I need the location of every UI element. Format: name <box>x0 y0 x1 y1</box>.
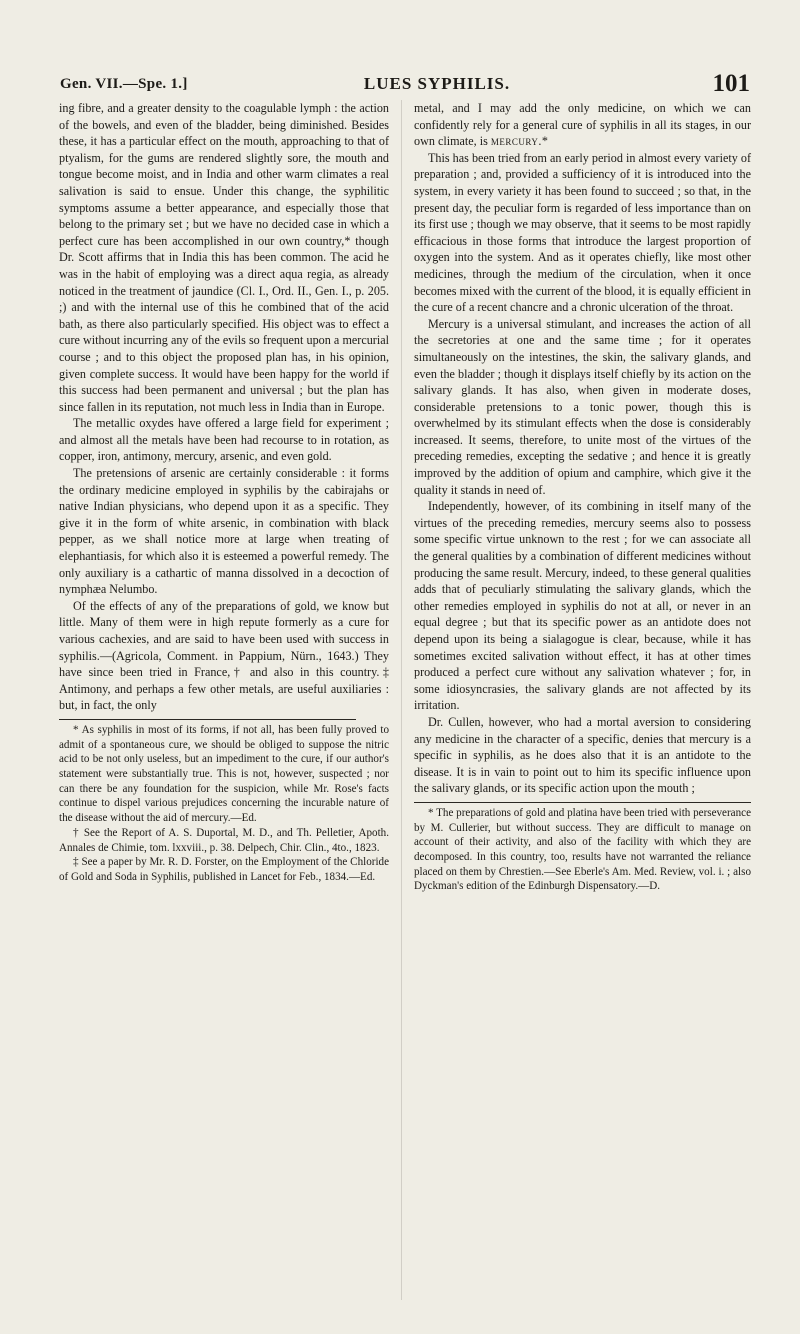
footnote: † See the Report of A. S. Duportal, M. D., and Th. Pelletier, Apoth. Annales de Chimie, tom. lxxviii., p. 38. Delpech, Chir. Clin., 4to., 1823. <box>59 826 389 854</box>
left-column <box>59 100 389 885</box>
body-paragraph: Of the effects of any of the preparations of gold, we know but little. Many of them were in high repute formerly as a cure for various cachexies, and are said to have been used with success in syphilis.—(Agricola, Comment. in Pappium, Nürn., 1643.) They have since been tried in France,† and also in this country.‡ Antimony, and perhaps a few other metals, are useful auxiliaries : but, in fact, the only <box>59 598 389 713</box>
body-paragraph: The metallic oxydes have offered a large field for experiment ; and almost all the metals have been had recourse to in rotation, as copper, iron, antimony, mercury, arsenic, and even gold. <box>59 416 389 464</box>
mercury-smallcaps: mercury.* <box>490 134 549 149</box>
intro-text: metal, and I may add the only medicine, on which we can confidently rely for a general cure of syphilis in all its stages, in our own climate, is <box>414 101 751 149</box>
body-paragraph: Mercury is a universal stimulant, and increases the action of all the secretories at one and the same time ; for it operates simultaneously on the intestines, the skin, the salivary glands, and even the bladder ; though it displays itself chiefly by its action on the salivary glands. It has also, when given in moderate doses, considerable pretensions to a tonic power, though this is overwhelmed by its stimulant effects when the dose is considerably increased. It seems, therefore, to unite most of the virtues of the preceding remedies, excepting the sedative ; and hence it is greatly improved by the addition of opium and camphire, which give it the quality it stands in need of. <box>414 316 751 497</box>
footnote: ‡ See a paper by Mr. R. D. Forster, on the Employment of the Chloride of Gold and Soda in Syphilis, published in Lancet for Feb., 1834.—Ed. <box>59 856 389 883</box>
footnote: * The preparations of gold and platina have been tried with perseverance by M. Cullerier, but without success. They are difficult to manage on account of their activity, and also of the facility with which they are decomposed. In this country, too, results have not warranted the reliance placed on them by Chrestien.—See Eberle's Am. Med. Review, vol. i. ; also Dyckman's edition of the Edinburgh Dispensatory.—D. <box>414 806 751 893</box>
right-column <box>414 100 751 894</box>
page-number: 101 <box>712 70 750 97</box>
column-divider <box>401 100 402 1300</box>
body-paragraph-intro <box>414 100 751 150</box>
body-paragraph: Dr. Cullen, however, who had a mortal aversion to considering any medicine in the character of a specific, denies that mercury is a specific in syphilis, as he does also that it is an antidote to the disease. It is in vain to point out to him its specific influence upon the salivary glands, or its specific action upon the mouth ; <box>414 714 751 796</box>
page-title: LUES SYPHILIS. <box>363 74 511 93</box>
body-paragraph: Independently, however, of its combining in itself many of the virtues of the preceding remedies, mercury seems also to possess some specific virtue unknown to the rest ; for we can associate all the general qualities by a combination of different medicines without producing the same result. Mercury, indeed, to these general qualities adds that of peculiarly stimulating the salivary glands, which the other remedies employed in syphilis do not at all, or never in an equal degree ; but that its specific power as an antidote does not depend upon its being a sialagogue is clear, because, while it has sometimes excited salivation without effect, it has at other times produced a perfect cure without any salivation whatever ; for, in some idiosyncrasies, the salivary glands are not affected by its irritation. <box>414 499 752 713</box>
footnote-rule <box>59 719 356 720</box>
footnote-rule <box>414 802 751 803</box>
footnote: * As syphilis in most of its forms, if not all, has been fully proved to admit of a spontaneous cure, we should be obliged to suppose the nitric acid to be not only useless, but an impediment to the cure, if our author's statement were substantially true. This is not, however, suspected ; nor can there be any foundation for the suspicion, while Mr. Rose's facts continue to dispel various prejudices concerning the incurable nature of the disease without the aid of mercury.—Ed. <box>59 723 389 825</box>
body-paragraph: The pretensions of arsenic are certainly considerable : it forms the ordinary medicine employed in syphilis by the cabirajahs or native Indian physicians, who depend upon it as a specific. They give it in the form of white arsenic, in combination with black pepper, as we shall notice more at large when treating of elephantiasis, for which also it is esteemed a powerful remedy. The only auxiliary is a cathartic of manna dissolved in a decoction of nymphæa Nelumbo. <box>59 466 389 597</box>
header-section-ref: Gen. VII.—Spe. 1.] <box>60 76 188 92</box>
body-paragraph: This has been tried from an early period in almost every variety of preparation ; and, provided a sufficiency of it is introduced into the system, in every variety it has been found to succeed ; so that, in the present day, the peculiar form is regarded of less importance than on its first use ; though we may observe, that it seems to be most rapidly efficacious in those forms that introduce the largest proportion of oxygen into the system. And as it operates chiefly, like most other medicines, through the medium of the circulation, when it once becomes mixed with the current of the blood, it is equally efficient in the cure of a recent chancre and a chronic ulceration of the throat. <box>414 150 751 315</box>
body-paragraph: ing fibre, and a greater density to the coagulable lymph : the action of the bowels, and even of the bladder, being diminished. Besides these, it has a particular effect on the mouth, approaching to that of ptyalism, for the gums are rendered slightly sore, the mouth and tongue become moist, and in India and other warm climates a real salivation is said to ensue. Under this change, the syphilitic symptoms assume a better appearance, and especially those that belong to the primary set ; but we have no decided case in which a perfect cure has been accomplished in our own country,* though Dr. Scott affirms that in India this has been common. The acid he was in the habit of employing was a direct aqua regia, as already noticed in the treatment of jaundice (Cl. I., Ord. II., Gen. I., p. 205. ;) and with the internal use of this he combined that of the acid bath, as there also particularly specified. His object was to effect a cure without incurring any of the evils so frequent upon a mercurial course ; and to this object the proposed plan has, in his opinion, given complete success. It would have been happy for the world if this success had been permanent and universal ; but the plan has since fallen in its reputation, not much less in India than in Europe. <box>59 101 389 414</box>
